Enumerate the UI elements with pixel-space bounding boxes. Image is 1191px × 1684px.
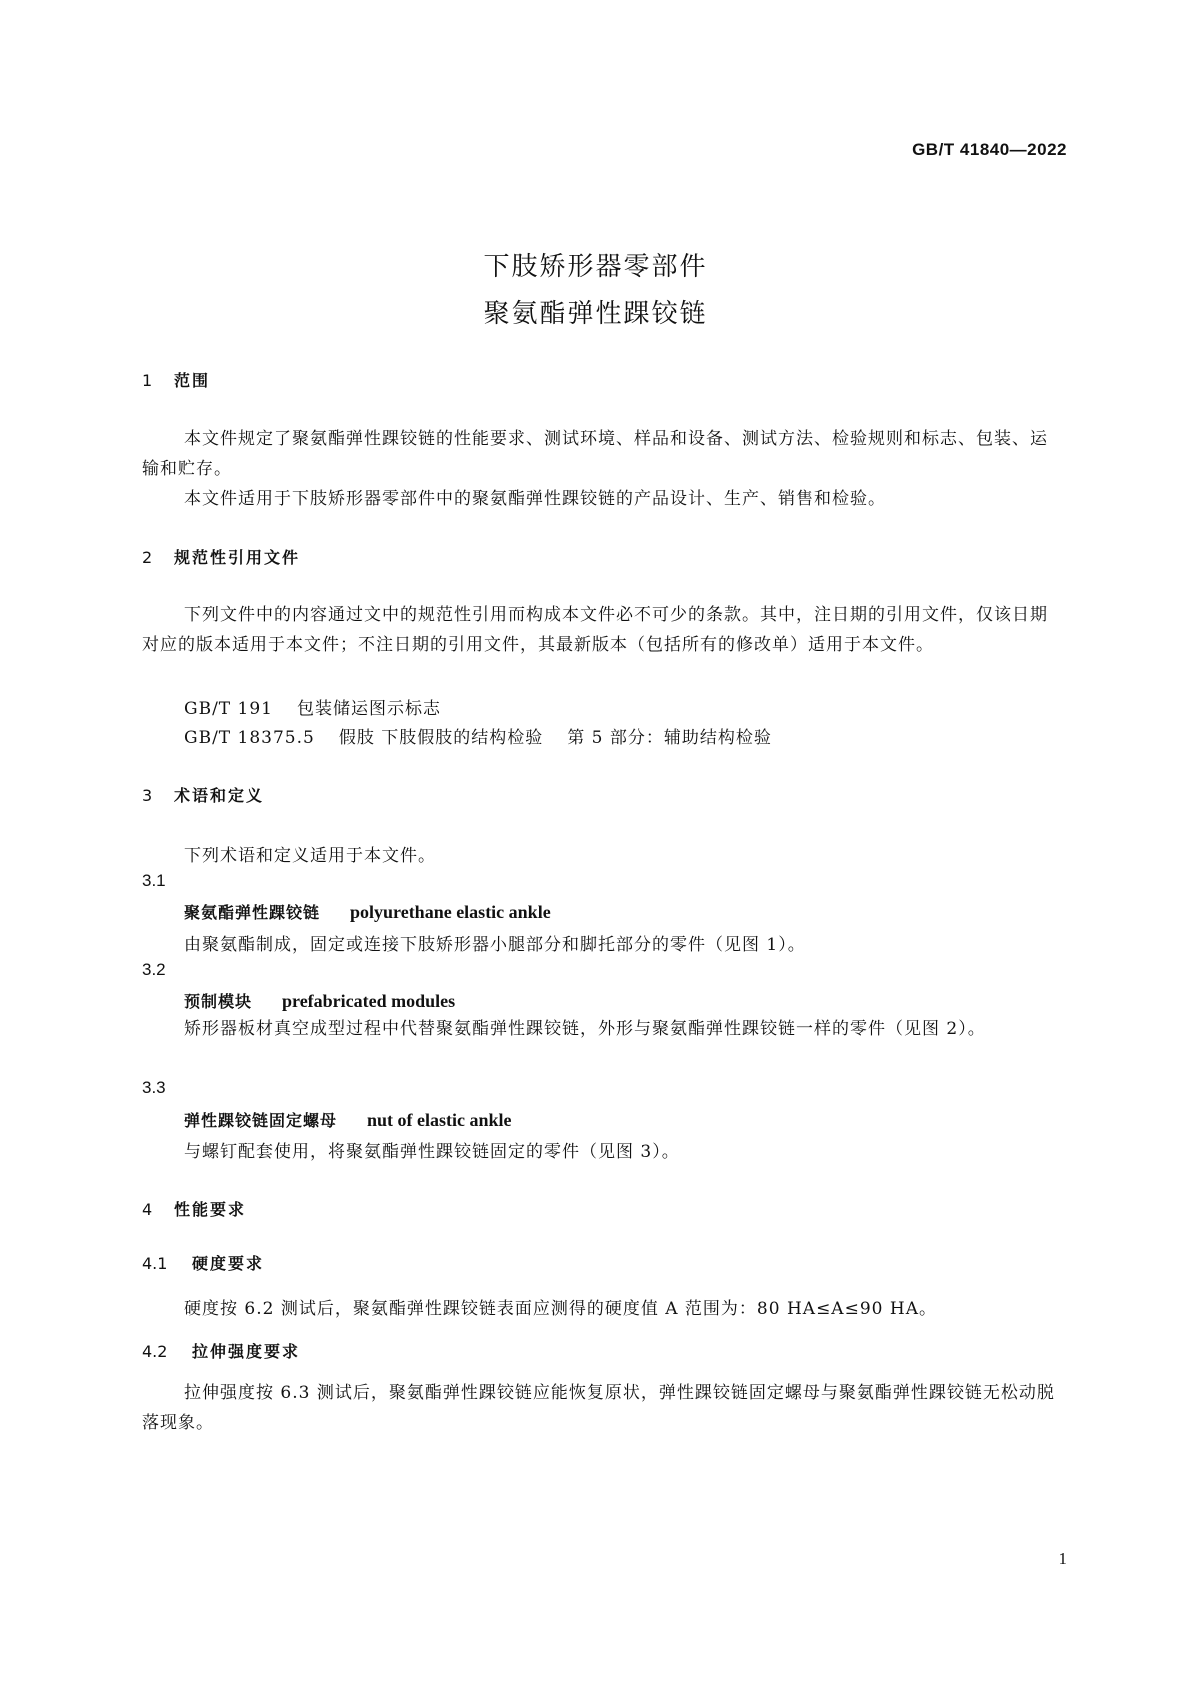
- term-chinese: 聚氨酯弹性踝铰链: [184, 903, 321, 922]
- document-title-line2: 聚氨酯弹性踝铰链: [483, 299, 708, 329]
- term-english: polyurethane elastic ankle: [350, 902, 551, 922]
- term-definition: 由聚氨酯制成，固定或连接下肢矫形器小腿部分和脚托部分的零件（见图 1）。: [184, 935, 806, 955]
- term-english: nut of elastic ankle: [367, 1110, 512, 1130]
- term-definition: 矫形器板材真空成型过程中代替聚氨酯弹性踝铰链，外形与聚氨酯弹性踝铰链一样的零件（见图 2）。: [184, 1019, 986, 1039]
- section-4-heading: [142, 1197, 246, 1220]
- term-chinese: 弹性踝铰链固定螺母: [184, 1111, 338, 1130]
- section-number: 1: [142, 371, 153, 390]
- section-number: 4: [142, 1200, 153, 1219]
- reference-item: [184, 723, 772, 748]
- section-2-heading: [142, 545, 300, 568]
- page-number: 1: [1058, 1549, 1067, 1568]
- subsection-title: 拉伸强度要求: [192, 1342, 301, 1361]
- section-title: 规范性引用文件: [174, 548, 301, 567]
- subsection-4-2-heading: [142, 1339, 300, 1362]
- reference-item: [184, 694, 441, 719]
- reference-part: 第 5 部分：辅助结构检验: [567, 728, 772, 748]
- subsection-4-2-paragraph: 拉伸强度按 6.3 测试后，聚氨酯弹性踝铰链应能恢复原状，弹性踝铰链固定螺母与聚氨酯弹性踝铰链无松动脱落现象。: [142, 1383, 1055, 1433]
- section-title: 性能要求: [174, 1200, 247, 1219]
- term-entry: [184, 900, 551, 923]
- term-definition: 与螺钉配套使用，将聚氨酯弹性踝铰链固定的零件（见图 3）。: [184, 1142, 680, 1162]
- section-title: 术语和定义: [174, 786, 265, 805]
- subsection-title: 硬度要求: [192, 1254, 265, 1273]
- reference-title: 包装储运图示标志: [297, 699, 441, 719]
- term-entry: [184, 1108, 512, 1131]
- section-2-paragraph: 下列文件中的内容通过文中的规范性引用而构成本文件必不可少的条款。其中，注日期的引用文件，仅该日期对应的版本适用于本文件；不注日期的引用文件，其最新版本（包括所有的修改单）适用于本文件。: [142, 605, 1048, 655]
- standard-code: GB/T 41840—2022: [912, 140, 1067, 159]
- section-3-intro: 下列术语和定义适用于本文件。: [184, 846, 436, 866]
- reference-title: 假肢 下肢假肢的结构检验: [338, 728, 544, 748]
- reference-code: GB/T 18375.5: [184, 728, 315, 748]
- section-1-paragraph-2: 本文件适用于下肢矫形器零部件中的聚氨酯弹性踝铰链的产品设计、生产、销售和检验。: [184, 489, 886, 509]
- term-number: 3.1: [142, 871, 166, 890]
- subsection-4-1-heading: [142, 1251, 264, 1274]
- section-1-paragraph-1: 本文件规定了聚氨酯弹性踝铰链的性能要求、测试环境、样品和设备、测试方法、检验规则和标志、包装、运输和贮存。: [142, 429, 1048, 479]
- term-number: 3.3: [142, 1078, 166, 1097]
- section-number: 3: [142, 786, 153, 805]
- subsection-number: 4.2: [142, 1342, 168, 1361]
- term-chinese: 预制模块: [184, 992, 253, 1011]
- section-title: 范围: [174, 371, 211, 390]
- subsection-number: 4.1: [142, 1254, 168, 1273]
- term-english: prefabricated modules: [282, 991, 456, 1011]
- section-3-heading: [142, 783, 264, 806]
- section-1-heading: [142, 368, 210, 391]
- term-number: 3.2: [142, 960, 166, 979]
- term-entry: [184, 989, 455, 1012]
- section-number: 2: [142, 548, 153, 567]
- document-title-line1: 下肢矫形器零部件: [483, 252, 708, 282]
- reference-code: GB/T 191: [184, 699, 273, 719]
- subsection-4-1-paragraph: 硬度按 6.2 测试后，聚氨酯弹性踝铰链表面应测得的硬度值 A 范围为：80 HA≤A≤90 HA。: [184, 1299, 937, 1319]
